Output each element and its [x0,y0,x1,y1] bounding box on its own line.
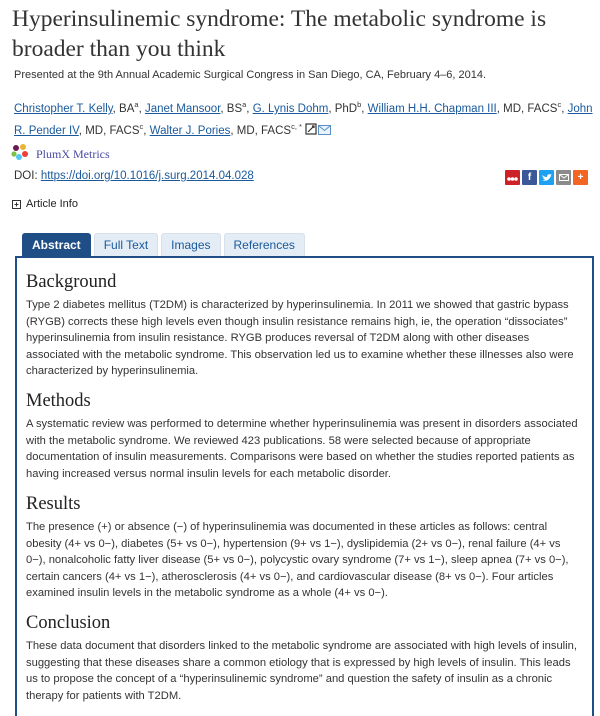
share-bar [505,170,588,185]
facebook-share-icon[interactable]: f [522,170,537,185]
section-text-results: The presence (+) or absence (−) of hyperinsulinemia was documented in these articles as follows: central obesity (4+ vs 0−), diabetes (5+ vs 0−), hypertension (9+ vs 1−), dyslipidemia (2+ vs 0−), renal failure (4+ vs 0−), nonalcoholic fatty liver disease (5+ vs 0−), polycystic ovary syndrome (7+ vs 1−), sleep apnea (7+ vs 0−), certain cancers (4+ vs 1−), atherosclerosis (4+ vs 0−), and cardiovascular disease (8+ vs 0−). Four articles examined insulin levels in the metabolic syndrome as a whole (4+ vs 0−). [26,521,569,599]
author-link[interactable]: John R. Pender IV [14,102,593,137]
more-share-icon[interactable]: + [573,170,588,185]
presented-note: Presented at the 9th Annual Academic Surgical Congress in San Diego, CA, February 4–6, 2014. [14,69,487,81]
abstract-panel [15,256,594,716]
tab-bar [22,233,305,256]
author-affiliation: a [242,100,247,109]
tab-full-text[interactable]: Full Text [94,233,158,256]
author-link[interactable]: William H.H. Chapman III [367,102,497,115]
email-share-icon[interactable] [556,170,571,185]
expand-icon: + [12,200,21,209]
section-text-conclusion: These data document that disorders linked to the metabolic syndrome are associated with high levels of insulin, suggesting that these diseases share a common etiology that is expressed by high levels of insulin. This leads us to propose the concept of a “hyperinsulinemic syndrome” and question the safety of insulin as a chronic therapy for patients with T2DM. [26,640,577,702]
author-affiliation: c [557,100,562,109]
author-link[interactable]: G. Lynis Dohm [252,102,329,115]
article-title: Hyperinsulinemic syndrome: The metabolic syndrome is broader than you think [12,6,547,62]
author-link[interactable]: Walter J. Pories [149,124,231,137]
doi-line [14,170,254,182]
author-degree: BA [119,102,135,115]
author-affiliation: a [134,100,139,109]
author-degree: PhD [334,102,358,115]
author-link[interactable]: Janet Mansoor [144,102,221,115]
author-degree: MD, FACS [236,124,292,137]
twitter-share-icon[interactable] [539,170,554,185]
author-affiliation: c, * [291,121,302,131]
author-affiliation: c [139,121,144,131]
author-degree: MD, FACS [503,102,558,115]
doi-label: DOI: [14,170,38,182]
article-info-label: Article Info [26,198,78,210]
section-heading-conclusion: Conclusion [26,613,111,633]
tab-abstract[interactable]: Abstract [22,233,91,256]
author-affiliation: b [357,100,362,109]
plumx-icon [10,143,30,166]
section-text-background: Type 2 diabetes mellitus (T2DM) is characterized by hyperinsulinemia. In 2011 we showed that gastric bypass (RYGB) corrects these high levels even though insulin resistance remains high, ie, the operation “dissociates” hyperinsulinemia from insulin resistance. RYGB produces reversal of T2DM along with other diseases associated with the metabolic syndrome. This observation led us to examine whether these illnesses also were characterized by hyperinsulinemia. [26,299,574,377]
mendeley-share-icon[interactable] [505,170,520,185]
correspondence-icon[interactable] [305,123,315,133]
doi-link[interactable]: https://doi.org/10.1016/j.surg.2014.04.028 [40,170,254,182]
section-text-methods: A systematic review was performed to determine whether hyperinsulinemia was present in disorders associated with the metabolic syndrome. We reviewed 423 publications. 58 were selected because of appropriate documentation of insulin measurements. Comparisons were based on whether the studies reported patients as having increased versus normal insulin levels for each metabolic disorder. [26,418,578,480]
tab-images[interactable]: Images [161,233,220,256]
plumx-label: PlumX Metrics [36,147,110,161]
section-heading-results: Results [26,494,81,514]
email-icon[interactable] [318,124,328,134]
section-heading-background: Background [26,272,117,292]
author-list: Christopher T. Kelly, $BA^a$, Janet Mansoor, $BS^a$, G. Lynis Dohm, PhD$^b$, William H.H. Chapman III, MD, FACS$^c$, John R. Pender IV, MD, FACS$^c$, Walter J. Pories, MD, $FACS^{c, *}$ [14,100,593,137]
plumx-metrics[interactable] [10,143,110,166]
section-heading-methods: Methods [26,391,91,411]
author-degree: BS [226,102,243,115]
article-info-toggle[interactable] [12,198,78,210]
author-degree: MD, FACS [85,124,140,137]
tab-references[interactable]: References [224,233,305,256]
author-link[interactable]: Christopher T. Kelly [14,102,113,115]
